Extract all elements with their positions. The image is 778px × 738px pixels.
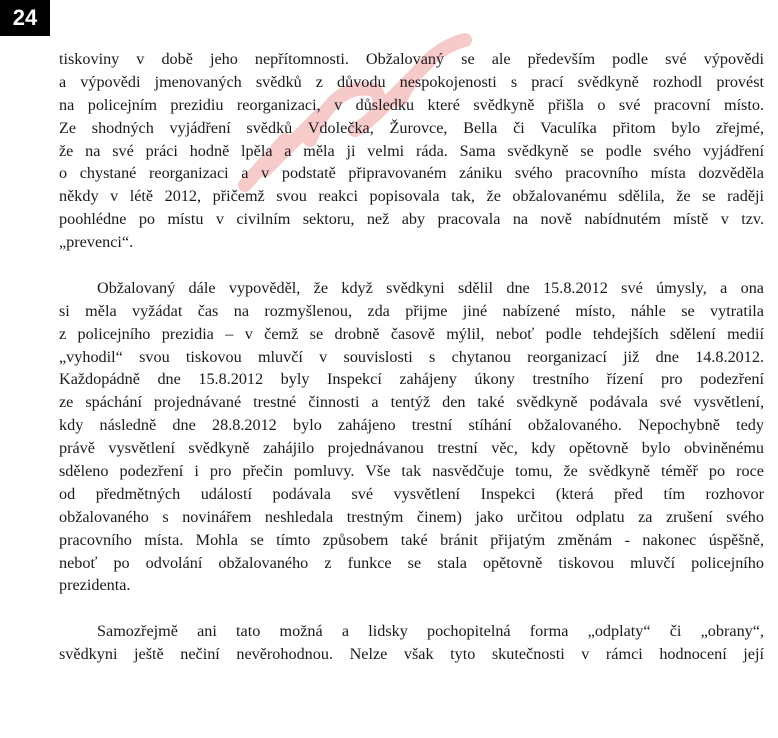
text-line: poohlédne po místu v civilním sektoru, než aby pracovala na nově nabídnutém místě v tzv.	[59, 210, 764, 229]
text-line: kdy následně dne 28.8.2012 bylo zahájeno trestní stíhání obžalovaného. Nepochybně tedy	[59, 416, 764, 435]
text-line: Ze shodných vyjádření svědků Vdolečka, Žurovce, Bella či Vaculíka přitom bylo zřejmé,	[59, 118, 764, 137]
text-line: neboť po odvolání obžalovaného z funkce se stala opětovně tiskovou mluvčí policejního	[59, 553, 764, 572]
text-line: Samozřejmě ani tato možná a lidsky pochopitelná forma „odplaty“ či „obrany“,	[97, 622, 764, 641]
text-line: někdy v létě 2012, přičemž svou reakci popisovala tak, že obžalovanému sdělila, že se raději	[59, 187, 764, 206]
text-line: „prevenci“.	[59, 233, 134, 252]
paragraph-1	[59, 48, 764, 254]
text-line: právě vysvětlení svědkyně zahájilo projednávanou trestní věc, kdy opětovně bylo obviněnému	[59, 439, 764, 458]
page-number-badge	[0, 0, 50, 36]
document-body	[59, 48, 764, 666]
text-line: „vyhodil“ svou tiskovou mluvčí v souvislosti s chytanou reorganizací již dne 14.8.2012.	[59, 347, 764, 366]
text-line: prezidenta.	[59, 576, 131, 595]
text-line: od předmětných událostí podávala své vysvětlení Inspekci (která před tím rozhovor	[59, 484, 764, 503]
paragraph-3	[59, 620, 764, 666]
text-line: z policejního prezidia – v čemž se drobně časově mýlil, neboť podle tehdejších sdělení medií	[59, 324, 764, 343]
text-line: si měla vyžádat čas na rozmyšlenou, zda přijme jiné nabízené místo, náhle se vytratila	[59, 301, 764, 320]
text-line: svědkyni ještě nečiní nevěrohodnou. Nelze však tyto skutečnosti v rámci hodnocení její	[59, 645, 764, 664]
text-line: pracovního místa. Mohla se tímto způsobem také bránit přijatým změnám - nakonec úspěšně,	[59, 530, 764, 549]
page-number: 24	[12, 5, 38, 30]
text-line: Každopádně dne 15.8.2012 byly Inspekcí zahájeny úkony trestního řízení pro podezření	[59, 370, 764, 389]
text-line: sděleno podezření i pro přečin pomluvy. Vše tak nasvědčuje tomu, že svědkyně téměř po roce	[59, 462, 764, 481]
text-line: o chystané reorganizaci a v podstatě připravovaném zániku svého pracovního místa dozvěděla	[59, 164, 764, 183]
paragraph-2	[59, 277, 764, 597]
text-line: a výpovědi jmenovaných svědků z důvodu nespokojenosti s prací svědkyně rozhodl provést	[59, 72, 764, 91]
text-line: obžalovaného s novinářem neshledala trestným činem) jako určitou odplatu za zrušení svého	[59, 507, 764, 526]
text-line: Obžalovaný dále vypověděl, že když svědkyni sdělil dne 15.8.2012 své úmysly, a ona	[97, 278, 764, 297]
text-line: že na své práci hodně lpěla a měla ji velmi ráda. Sama svědkyně se podle svého vyjádření	[59, 141, 764, 160]
text-line: na policejním prezidiu reorganizaci, v důsledku které svědkyně přišla o své pracovní místo.	[59, 95, 764, 114]
text-line: ze spáchání projednávané trestné činnosti a tentýž den také svědkyně podávala své vysvětlení,	[59, 393, 764, 412]
text-line: tiskoviny v době jeho nepřítomnosti. Obžalovaný se ale především podle své výpovědi	[59, 50, 764, 68]
